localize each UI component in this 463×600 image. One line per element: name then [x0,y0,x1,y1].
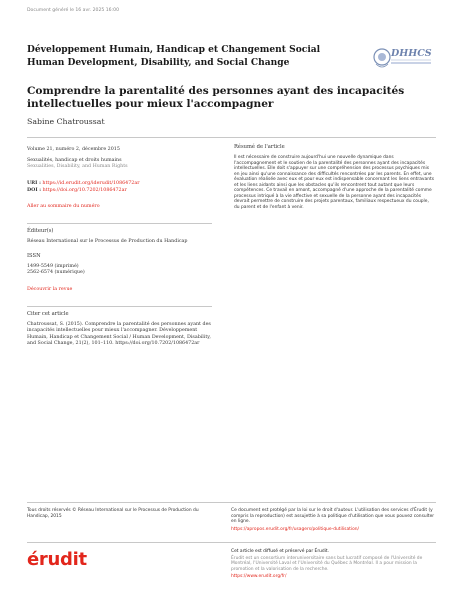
theme-fr: Sexualités, handicap et droits humains [27,158,122,163]
uri-link[interactable]: https://id.erudit.org/iderudit/1086472ar [42,181,140,186]
journal-title-en: Human Development, Disability, and Social Change [27,56,290,68]
divider-footer [27,502,436,503]
doi-link[interactable]: https://doi.org/10.7202/1086472ar [42,188,127,194]
abstract-heading: Résumé de l'article [234,144,285,150]
editor-name: Réseau International sur le Processus de Production du Handicap [27,239,188,244]
journal-logo-text: DHHCS [391,48,432,59]
issn-heading: ISSN [27,253,41,259]
author-name: Sabine Chatroussat [27,117,105,126]
article-title: Comprendre la parentalité des personnes ayant des incapacités intellectuelles pour mieux l'accompagner [27,85,405,110]
diffusion-block [231,549,436,580]
doi-label: DOI : [27,187,42,194]
erudit-logo: érudit [27,549,87,570]
diffusion-text: Érudit est un consortium interuniversitaire sans but lucratif composé de l'Université de Montréal, l'Université Laval et l'Université du Québec à Montréal. Il a pour mission la promotion et la valorisation de la recherche. [231,555,423,572]
editor-heading: Éditeur(s) [27,228,54,234]
journal-logo-icon [373,42,433,72]
issn-digital: 2562-6574 (numérique) [27,270,85,276]
cite-heading: Citer cet article [27,311,69,317]
policy-link[interactable]: https://apropos.erudit.org/fr/usagers/politique-dutilisation/ [231,526,360,532]
theme-block [27,158,212,171]
theme-en: Sexualities, Disability, and Human Rights [27,164,128,170]
journal-title [27,44,357,69]
divider-erudit [27,542,436,543]
rights-text: Tous droits réservés © Réseau International sur le Processus de Production du Handicap, 2015 [27,508,199,519]
summary-link[interactable]: Aller au sommaire du numéro [27,204,100,209]
discover-link[interactable]: Découvrir la revue [27,287,73,292]
issn-print: 1499-5549 (imprimé) [27,264,79,269]
uri-label: URI : [27,180,41,186]
issn-block [27,264,212,277]
diffusion-heading: Cet article est diffusé et préservé par Érudit. [231,549,330,554]
abstract-text: Il est nécessaire de construire aujourd'hui une nouvelle dynamique dans l'accompagnement et le soutien de la parentalité des personnes ayant des incapacités intellectuelles. Elle doit s'appuyer sur une compréhension des processus psychiques mis en jeu ainsi qu'une connaissance des difficultés rencontrées par les parents. En effet, une évaluation réalisée avec eux et pour eux est indispensable concernant les liens entravants et les liens aidants ainsi que les obstacles qu'ils rencontrent tout autant que leurs compétences. Ce travail en amont, accompagné d'une approche de la parentalité comme processus intriqué à la vie affective et sexuelle de la personne ayant des incapacités devrait permettre de construire des projets parentaux, familiaux respectueux du couple, du parent et de l'enfant à venir. [234,155,434,210]
divider-editor [27,223,212,224]
copyright-text: Ce document est protégé par la loi sur le droit d'auteur. L'utilisation des services d'Érudit (y compris la reproduction) est assujettie à sa politique d'utilisation que vous pouvez consulter en ligne. [231,508,435,525]
journal-logo [373,42,433,72]
cite-text: Chatroussat, S. (2015). Comprendre la parentalité des personnes ayant des incapacités intellectuelles pour mieux l'accompagner. Développement Humain, Handicap et Changement Social / Human Development, Disability, and Social Change, 21(2), 101–110. https://doi.org/10.7202/1086472ar [27,322,211,346]
erudit-link[interactable]: https://www.erudit.org/fr/ [231,574,287,580]
generated-date: Document généré le 16 avr. 2025 16:00 [27,8,119,13]
issue-info: Volume 21, numéro 2, décembre 2015 [27,147,120,152]
divider-abstract [234,137,436,138]
copyright-block [231,508,436,532]
identifiers [27,180,212,195]
journal-title-fr: Développement Humain, Handicap et Changement Social [27,44,321,55]
divider-cite [27,306,212,307]
